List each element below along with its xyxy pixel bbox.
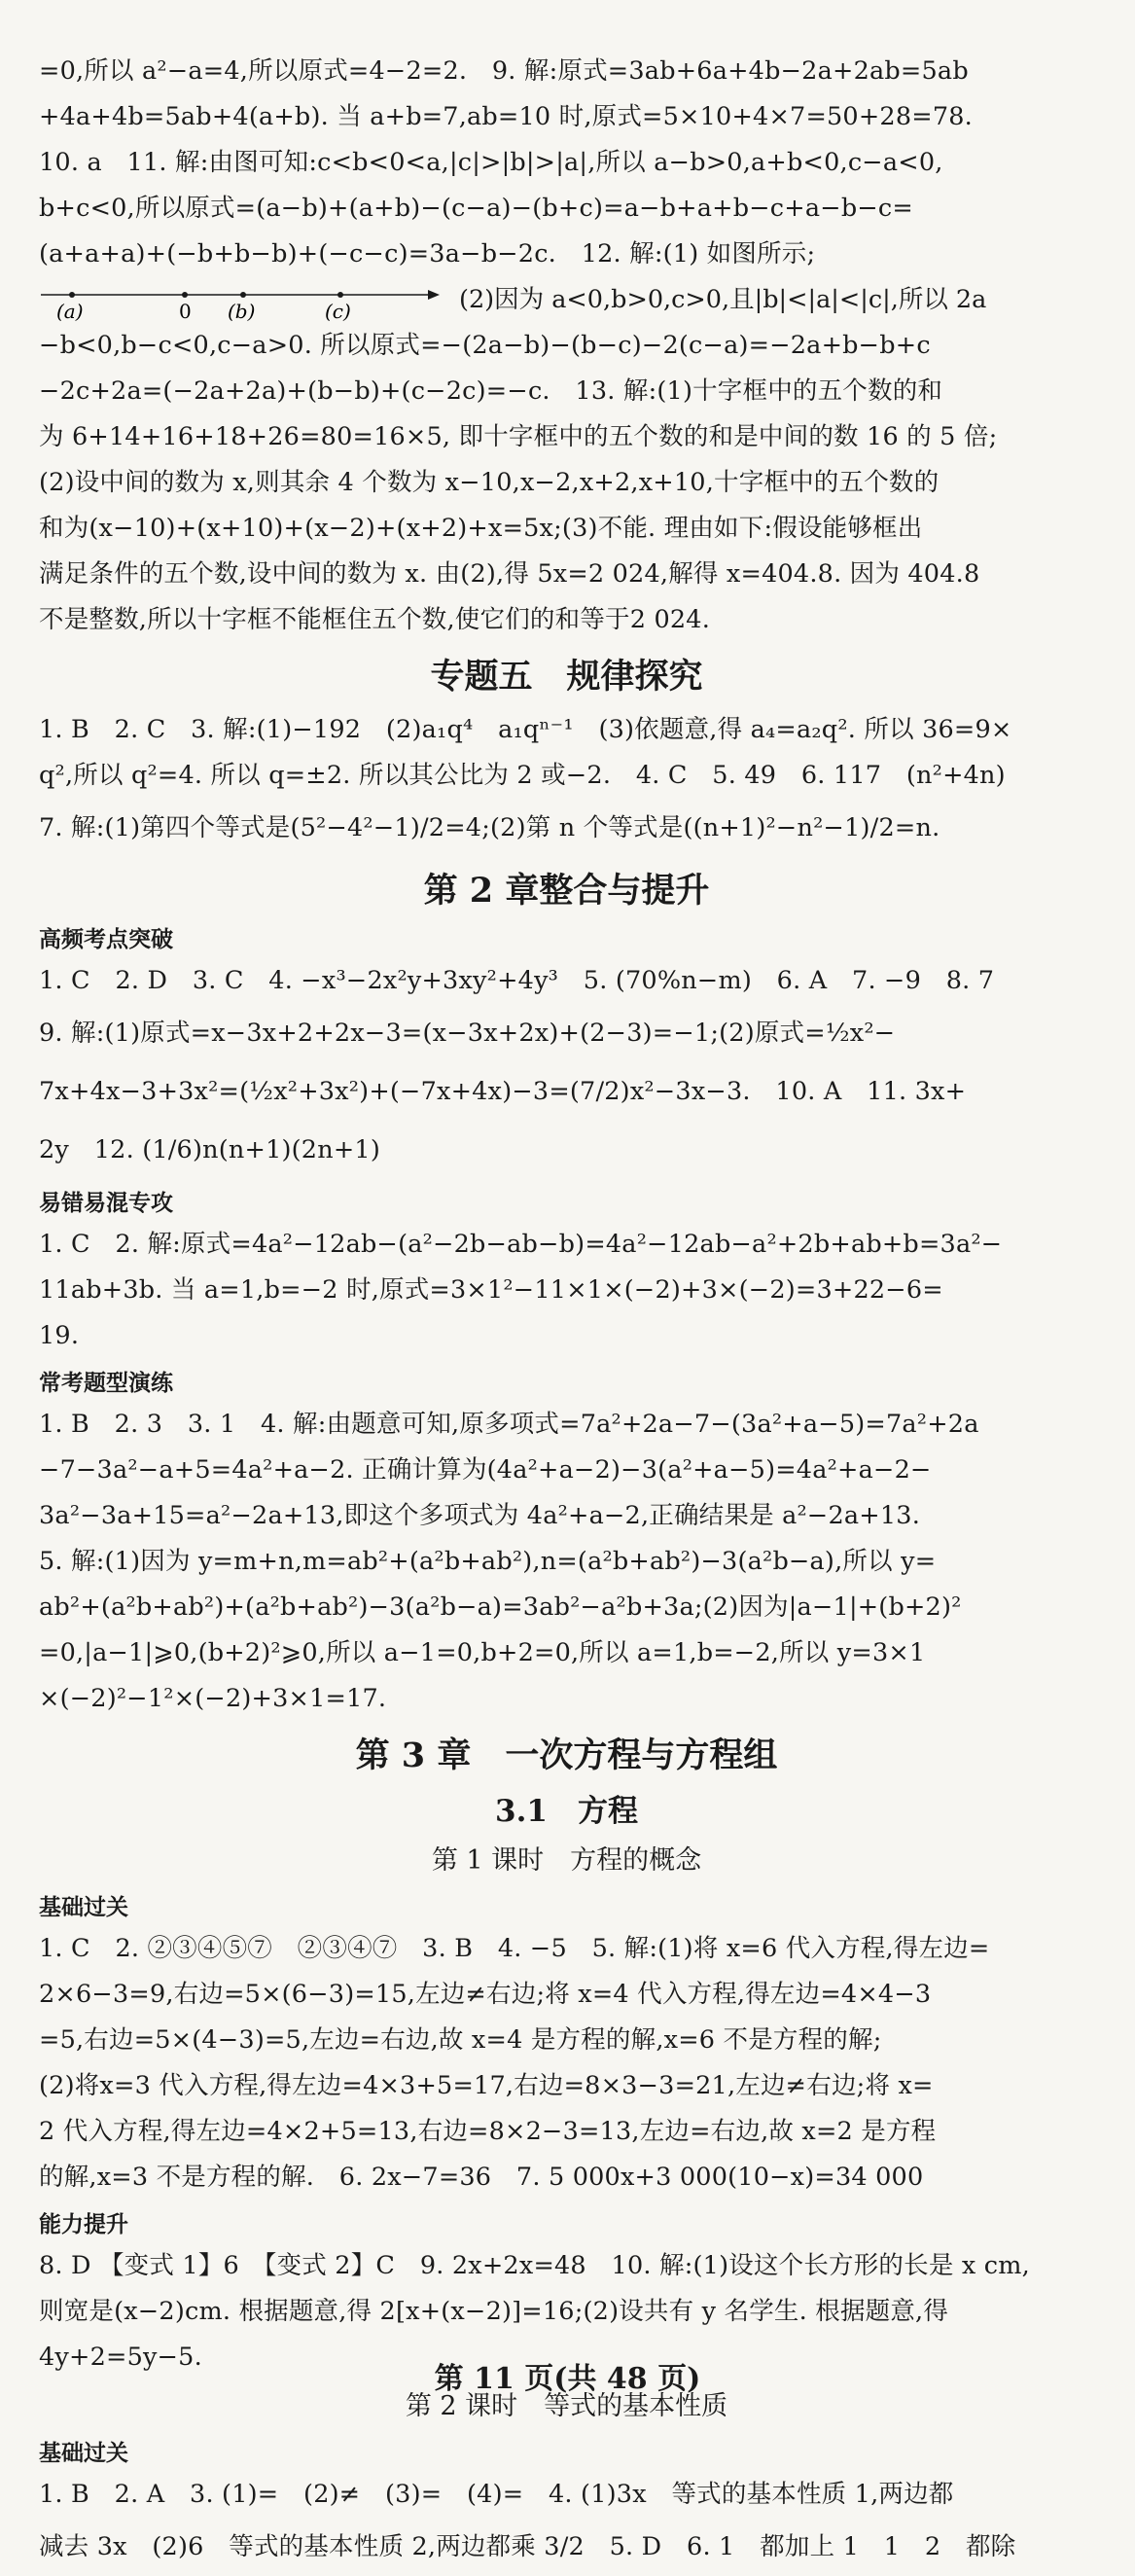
heading-chapter-3: 第 3 章 一次方程与方程组 — [355, 1735, 778, 1775]
text-line: =0,所以 a²−a=4,所以原式=4−2=2. 9. 解:原式=3ab+6a+4b−2a+2ab=5ab — [39, 56, 969, 86]
text-line: 1. C 2. D 3. C 4. −x³−2x²y+3xy²+4y³ 5. (70%n−m) 6. A 7. −9 8. 7 — [39, 966, 995, 995]
text-line: 不是整数,所以十字框不能框住五个数,使它们的和等于2 024. — [39, 605, 711, 634]
heading-chapter-2-review: 第 2 章整合与提升 — [423, 871, 710, 911]
text-line: 减去 3x (2)6 等式的基本性质 2,两边都乘 3/2 5. D 6. 1 都加上 1 1 2 都除 — [39, 2532, 1016, 2561]
text-line: 1. C 2. 解:原式=4a²−12ab−(a²−2b−ab−b)=4a²−12ab−a²+2b+ab+b=3a²− — [39, 1230, 1003, 1259]
page-footer: 第 11 页(共 48 页) — [434, 2362, 701, 2396]
text-line: q²,所以 q²=4. 所以 q=±2. 所以其公比为 2 或−2. 4. C 5. 49 6. 117 (n²+4n) — [39, 761, 1006, 790]
text-line: 1. B 2. 3 3. 1 4. 解:由题意可知,原多项式=7a²+2a−7−(3a²+a−5)=7a²+2a — [39, 1410, 979, 1439]
text-line: +4a+4b=5ab+4(a+b). 当 a+b=7,ab=10 时,原式=5×10+4×7=50+28=78. — [39, 102, 973, 131]
text-line: 9. 解:(1)原式=x−3x+2+2x−3=(x−3x+2x)+(2−3)=−1;(2)原式=½x²− — [39, 1019, 896, 1048]
text-line: (2)将x=3 代入方程,得左边=4×3+5=17,右边=8×3−3=21,左边≠右边;将 x= — [39, 2071, 934, 2100]
text-line: 为 6+14+16+18+26=80=16×5, 即十字框中的五个数的和是中间的数 16 的 5 倍; — [39, 422, 998, 451]
text-line: (2)设中间的数为 x,则其余 4 个数为 x−10,x−2,x+2,x+10,十字框中的五个数的 — [39, 468, 940, 497]
text-line: 8. D 【变式 1】6 【变式 2】C 9. 2x+2x=48 10. 解:(1)设这个长方形的长是 x cm, — [39, 2251, 1030, 2280]
text-line: 和为(x−10)+(x+10)+(x−2)+(x+2)+x=5x;(3)不能. 理由如下:假设能够框出 — [39, 514, 923, 543]
text-line: 3a²−3a+15=a²−2a+13,即这个多项式为 4a²+a−2,正确结果是 a²−2a+13. — [39, 1501, 921, 1530]
text-line: 的解,x=3 不是方程的解. 6. 2x−7=36 7. 5 000x+3 000(10−x)=34 000 — [39, 2163, 924, 2192]
text-line: 7. 解:(1)第四个等式是(5²−4²−1)/2=4;(2)第 n 个等式是((n+1)²−n²−1)/2=n. — [39, 813, 940, 842]
heading-topic-five: 专题五 规律探究 — [430, 657, 703, 697]
text-line: (a+a+a)+(−b+b−b)+(−c−c)=3a−b−2c. 12. 解:(1) 如图所示; — [39, 239, 816, 268]
subheading-nengli: 能力提升 — [39, 2212, 128, 2237]
number-line-arrow — [428, 290, 440, 300]
label-b: (b) — [228, 299, 256, 322]
heading-lesson-1: 第 1 课时 方程的概念 — [431, 1845, 702, 1876]
label-c: (c) — [325, 299, 351, 322]
subheading-jichu-1: 基础过关 — [39, 1895, 128, 1920]
number-line-row — [39, 277, 1094, 323]
point-zero — [182, 292, 188, 298]
text-line: 满足条件的五个数,设中间的数为 x. 由(2),得 5x=2 024,解得 x=404.8. 因为 404.8 — [39, 559, 980, 589]
text-line: −b<0,b−c<0,c−a>0. 所以原式=−(2a−b)−(b−c)−2(c−a)=−2a+b−b+c — [39, 331, 931, 360]
subheading-jichu-2: 基础过关 — [39, 2441, 128, 2466]
text-line: b+c<0,所以原式=(a−b)+(a+b)−(c−a)−(b+c)=a−b+a+b−c+a−b−c= — [39, 194, 913, 223]
text-line: ab²+(a²b+ab²)+(a²b+ab²)−3(a²b−a)=3ab²−a²b+3a;(2)因为|a−1|+(b+2)² — [39, 1592, 962, 1622]
text-line: 2 代入方程,得左边=4×2+5=13,右边=8×2−3=13,左边=右边,故 x=2 是方程 — [39, 2117, 937, 2146]
text-line: 4y+2=5y−5. — [39, 2343, 202, 2372]
subheading-gaopin: 高频考点突破 — [39, 927, 173, 952]
text-line: −2c+2a=(−2a+2a)+(b−b)+(c−2c)=−c. 13. 解:(1)十字框中的五个数的和 — [39, 376, 943, 406]
text-line: 2×6−3=9,右边=5×(6−3)=15,左边≠右边;将 x=4 代入方程,得左边=4×4−3 — [39, 1980, 932, 2009]
label-zero: 0 — [179, 299, 192, 322]
text-line: 1. B 2. A 3. (1)= (2)≠ (3)= (4)= 4. (1)3x 等式的基本性质 1,两边都 — [39, 2480, 954, 2509]
text-line: =5,右边=5×(4−3)=5,左边=右边,故 x=4 是方程的解,x=6 不是方程的解; — [39, 2025, 882, 2055]
heading-section-3-1: 3.1 方程 — [495, 1794, 638, 1829]
point-c — [337, 292, 343, 298]
text-line: −7−3a²−a+5=4a²+a−2. 正确计算为(4a²+a−2)−3(a²+a−5)=4a²+a−2− — [39, 1455, 932, 1485]
text-line: ×(−2)²−1²×(−2)+3×1=17. — [39, 1684, 387, 1713]
point-a — [69, 292, 75, 298]
text-line: 2y 12. (1/6)n(n+1)(2n+1) — [39, 1135, 380, 1164]
text-line: (2)因为 a<0,b>0,c>0,且|b|<|a|<|c|,所以 2a — [459, 285, 987, 314]
heading-lesson-2: 第 2 课时 等式的基本性质 — [405, 2391, 728, 2421]
text-line: 19. — [39, 1321, 80, 1350]
text-line: =0,|a−1|⩾0,(b+2)²⩾0,所以 a−1=0,b+2=0,所以 a=1,b=−2,所以 y=3×1 — [39, 1638, 926, 1667]
text-line: 则宽是(x−2)cm. 根据题意,得 2[x+(x−2)]=16;(2)设共有 y 名学生. 根据题意,得 — [39, 2297, 949, 2326]
text-line: 10. a 11. 解:由图可知:c<b<0<a,|c|>|b|>|a|,所以 a−b>0,a+b<0,c−a<0, — [39, 148, 943, 177]
text-line: 7x+4x−3+3x²=(½x²+3x²)+(−7x+4x)−3=(7/2)x²−3x−3. 10. A 11. 3x+ — [39, 1077, 967, 1106]
subheading-yicuo: 易错易混专攻 — [39, 1191, 173, 1216]
text-line: 1. C 2. ②③④⑤⑦ ②③④⑦ 3. B 4. −5 5. 解:(1)将 x=6 代入方程,得左边= — [39, 1934, 990, 1963]
answer-page — [39, 49, 1094, 2576]
number-line-figure — [39, 279, 447, 322]
subheading-changkao: 常考题型演练 — [39, 1371, 173, 1396]
point-b — [240, 292, 246, 298]
text-line: 1. B 2. C 3. 解:(1)−192 (2)a₁q⁴ a₁qⁿ⁻¹ (3)依题意,得 a₄=a₂q². 所以 36=9× — [39, 715, 1012, 744]
text-line: 11ab+3b. 当 a=1,b=−2 时,原式=3×1²−11×1×(−2)+3×(−2)=3+22−6= — [39, 1275, 943, 1305]
text-line: 5. 解:(1)因为 y=m+n,m=ab²+(a²b+ab²),n=(a²b+ab²)−3(a²b−a),所以 y= — [39, 1547, 937, 1576]
label-a: (a) — [56, 299, 84, 322]
